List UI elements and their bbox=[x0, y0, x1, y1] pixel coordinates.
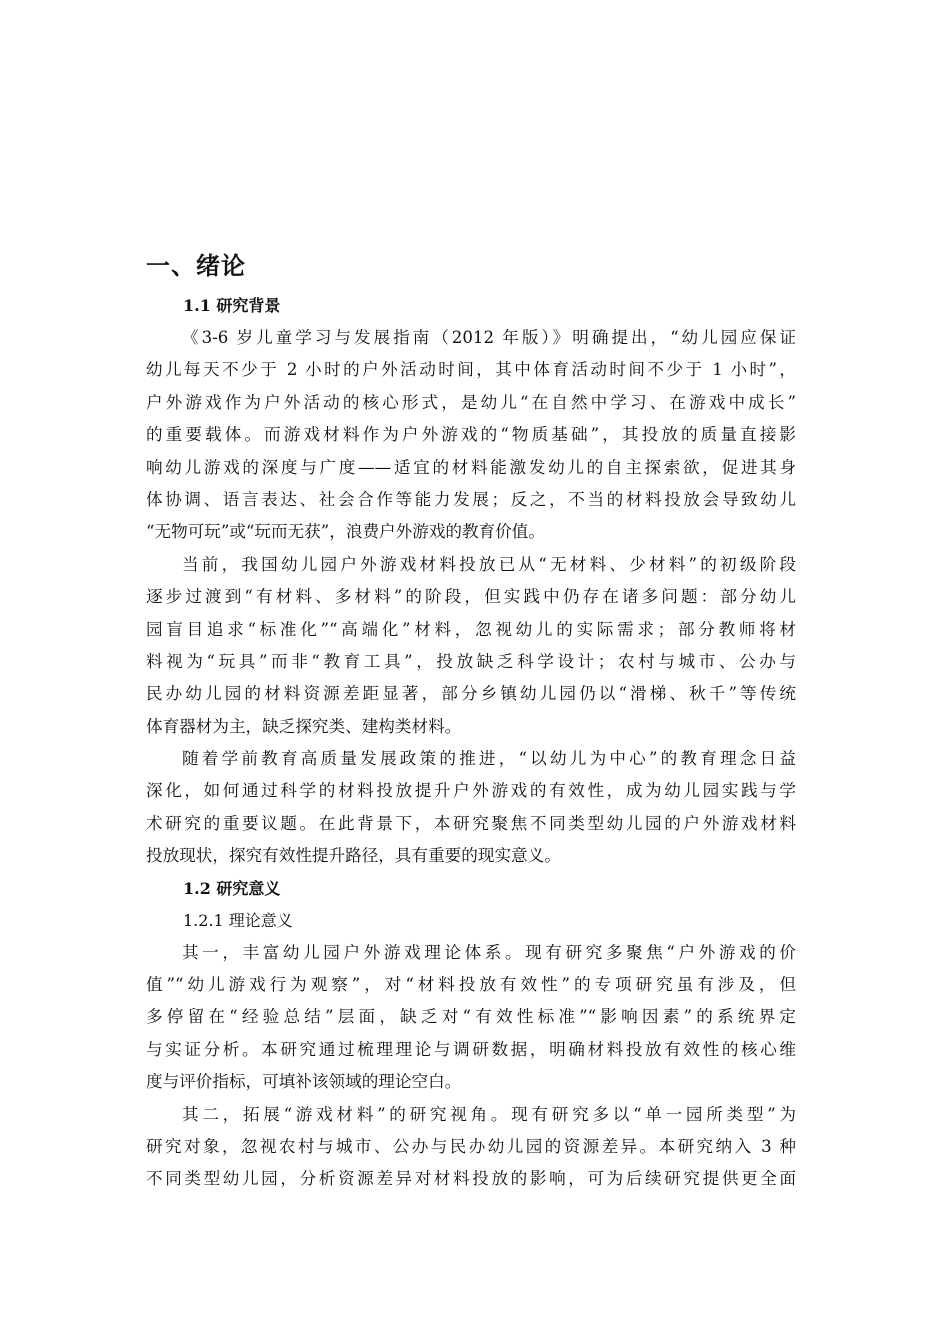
text-line: 幼儿每天不少于 2 小时的户外活动时间，其中体育活动时间不少于 1 小时”， bbox=[146, 360, 796, 380]
text-line: 体协调、语言表达、社会合作等能力发展；反之，不当的材料投放会导致幼儿 bbox=[146, 489, 796, 509]
subsection-heading-1-2-1: 1.2.1 理论意义 bbox=[183, 910, 293, 930]
text-line: 逐步过渡到“有材料、多材料”的阶段，但实践中仍存在诸多问题：部分幼儿 bbox=[146, 587, 796, 607]
paragraph-background-2 bbox=[146, 549, 796, 743]
text-line: 其一，丰富幼儿园户外游戏理论体系。现有研究多聚焦“户外游戏的价 bbox=[182, 942, 796, 962]
text-line: 料视为“玩具”而非“教育工具”，投放缺乏科学设计；农村与城市、公办与 bbox=[146, 651, 796, 671]
text-line: 随着学前教育高质量发展政策的推进，“以幼儿为中心”的教育理念日益 bbox=[182, 749, 796, 769]
text-line: 响幼儿游戏的深度与广度——适宜的材料能激发幼儿的自主探索欲，促进其身 bbox=[146, 457, 796, 477]
text-line: 园盲目追求“标准化”“高端化”材料，忽视幼儿的实际需求；部分教师将材 bbox=[146, 619, 796, 639]
text-line: 的重要载体。而游戏材料作为户外游戏的“物质基础”，其投放的质量直接影 bbox=[146, 425, 796, 445]
paragraph-background-1 bbox=[146, 322, 796, 549]
text-line: 与实证分析。本研究通过梳理理论与调研数据，明确材料投放有效性的核心维 bbox=[146, 1039, 796, 1059]
text-line: 术研究的重要议题。在此背景下，本研究聚焦不同类型幼儿园的户外游戏材料 bbox=[146, 813, 796, 833]
document-page bbox=[146, 248, 796, 1196]
paragraph-theory-1 bbox=[146, 937, 796, 1099]
text-line: 当前，我国幼儿园户外游戏材料投放已从“无材料、少材料”的初级阶段 bbox=[182, 554, 796, 574]
text-line: 研究对象，忽视农村与城市、公办与民办幼儿园的资源差异。本研究纳入 3 种 bbox=[146, 1136, 796, 1156]
text-line: 投放现状，探究有效性提升路径，具有重要的现实意义。 bbox=[146, 846, 561, 866]
text-line: 民办幼儿园的材料资源差距显著，部分乡镇幼儿园仍以“滑梯、秋千”等传统 bbox=[146, 684, 796, 704]
text-line: 体育器材为主，缺乏探究类、建构类材料。 bbox=[146, 716, 462, 736]
text-line: “无物可玩”或“玩而无获”，浪费户外游戏的教育价值。 bbox=[146, 522, 545, 542]
chapter-title: 一、绪论 bbox=[146, 251, 246, 280]
text-line: 不同类型幼儿园，分析资源差异对材料投放的影响，可为后续研究提供更全面 bbox=[146, 1169, 796, 1189]
text-line: 户外游戏作为户外活动的核心形式，是幼儿“在自然中学习、在游戏中成长” bbox=[146, 392, 796, 412]
section-heading-1-1: 1.1 研究背景 bbox=[183, 296, 281, 315]
section-heading-1-2: 1.2 研究意义 bbox=[183, 878, 281, 898]
paragraph-theory-2 bbox=[146, 1099, 796, 1196]
paragraph-background-3 bbox=[146, 743, 796, 873]
text-line: 度与评价指标，可填补该领域的理论空白。 bbox=[146, 1072, 462, 1092]
text-line: 值”“幼儿游戏行为观察”，对“材料投放有效性”的专项研究虽有涉及，但 bbox=[146, 975, 796, 995]
text-line: 多停留在“经验总结”层面，缺乏对“有效性标准”“影响因素”的系统界定 bbox=[146, 1007, 796, 1027]
text-line: 其二，拓展“游戏材料”的研究视角。现有研究多以“单一园所类型”为 bbox=[182, 1104, 796, 1124]
text-line: 深化，如何通过科学的材料投放提升户外游戏的有效性，成为幼儿园实践与学 bbox=[146, 781, 796, 801]
text-line: 《3-6 岁儿童学习与发展指南（2012 年版）》明确提出，“幼儿园应保证 bbox=[182, 328, 796, 347]
